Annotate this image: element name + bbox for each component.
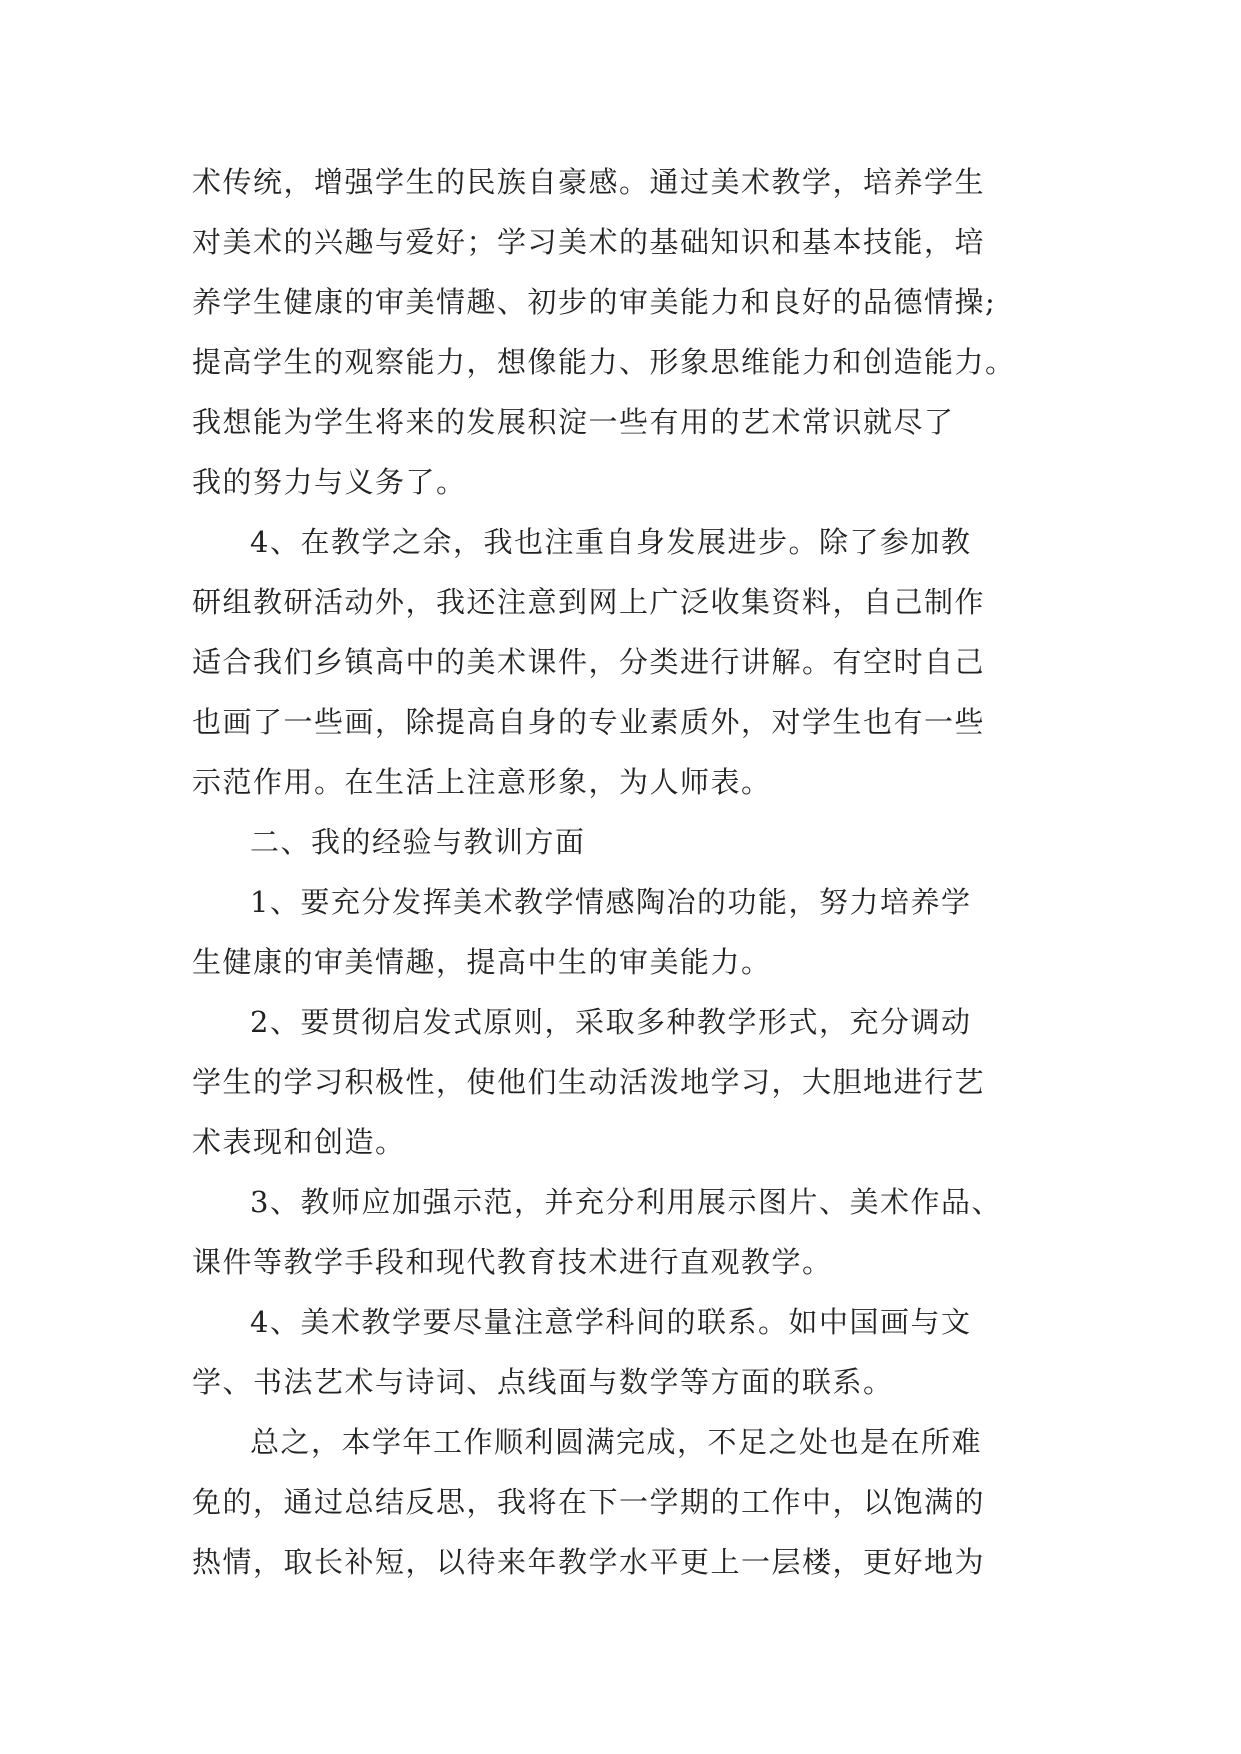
paragraph-start-line: 3、教师应加强示范，并充分利用展示图片、美术作品、: [250, 1185, 1002, 1219]
text-line: 学生的学习积极性，使他们生动活泼地学习，大胆地进行艺: [192, 1065, 986, 1099]
text-line: 养学生健康的审美情趣、初步的审美能力和良好的品德情操;: [192, 285, 997, 319]
text-line: 我想能为学生将来的发展积淀一些有用的艺术常识就尽了: [192, 405, 955, 439]
text-line: 生健康的审美情趣，提高中生的审美能力。: [192, 945, 772, 979]
text-line: 适合我们乡镇高中的美术课件，分类进行讲解。有空时自己: [192, 645, 986, 679]
text-line: 对美术的兴趣与爱好；学习美术的基础知识和基本技能，培: [192, 225, 986, 259]
text-line: 免的，通过总结反思，我将在下一学期的工作中，以饱满的: [192, 1485, 986, 1519]
text-line: 提高学生的观察能力，想像能力、形象思维能力和创造能力。: [192, 345, 1016, 379]
text-line: 学、书法艺术与诗词、点线面与数学等方面的联系。: [192, 1365, 894, 1399]
text-line: 也画了一些画，除提高自身的专业素质外，对学生也有一些: [192, 705, 986, 739]
text-line: 术传统，增强学生的民族自豪感。通过美术教学，培养学生: [192, 165, 986, 199]
paragraph-start-line: 1、要充分发挥美术教学情感陶冶的功能，努力培养学: [250, 885, 972, 919]
paragraph-start-line: 4、在教学之余，我也注重自身发展进步。除了参加教: [250, 525, 972, 559]
paragraph-start-line: 2、要贯彻启发式原则，采取多种教学形式，充分调动: [250, 1005, 972, 1039]
text-line: 课件等教学手段和现代教育技术进行直观教学。: [192, 1245, 833, 1279]
paragraph-start-line: 4、美术教学要尽量注意学科间的联系。如中国画与文: [250, 1305, 972, 1339]
document-body: [192, 152, 1072, 1592]
text-line: 研组教研活动外，我还注意到网上广泛收集资料，自己制作: [192, 585, 986, 619]
text-line: 我的努力与义务了。: [192, 465, 467, 499]
section-heading: 二、我的经验与教训方面: [250, 825, 586, 859]
paragraph-start-line: 总之，本学年工作顺利圆满完成，不足之处也是在所难: [250, 1425, 983, 1459]
text-line: 示范作用。在生活上注意形象，为人师表。: [192, 765, 772, 799]
text-line: 热情，取长补短，以待来年教学水平更上一层楼，更好地为: [192, 1545, 986, 1579]
text-line: 术表现和创造。: [192, 1125, 406, 1159]
